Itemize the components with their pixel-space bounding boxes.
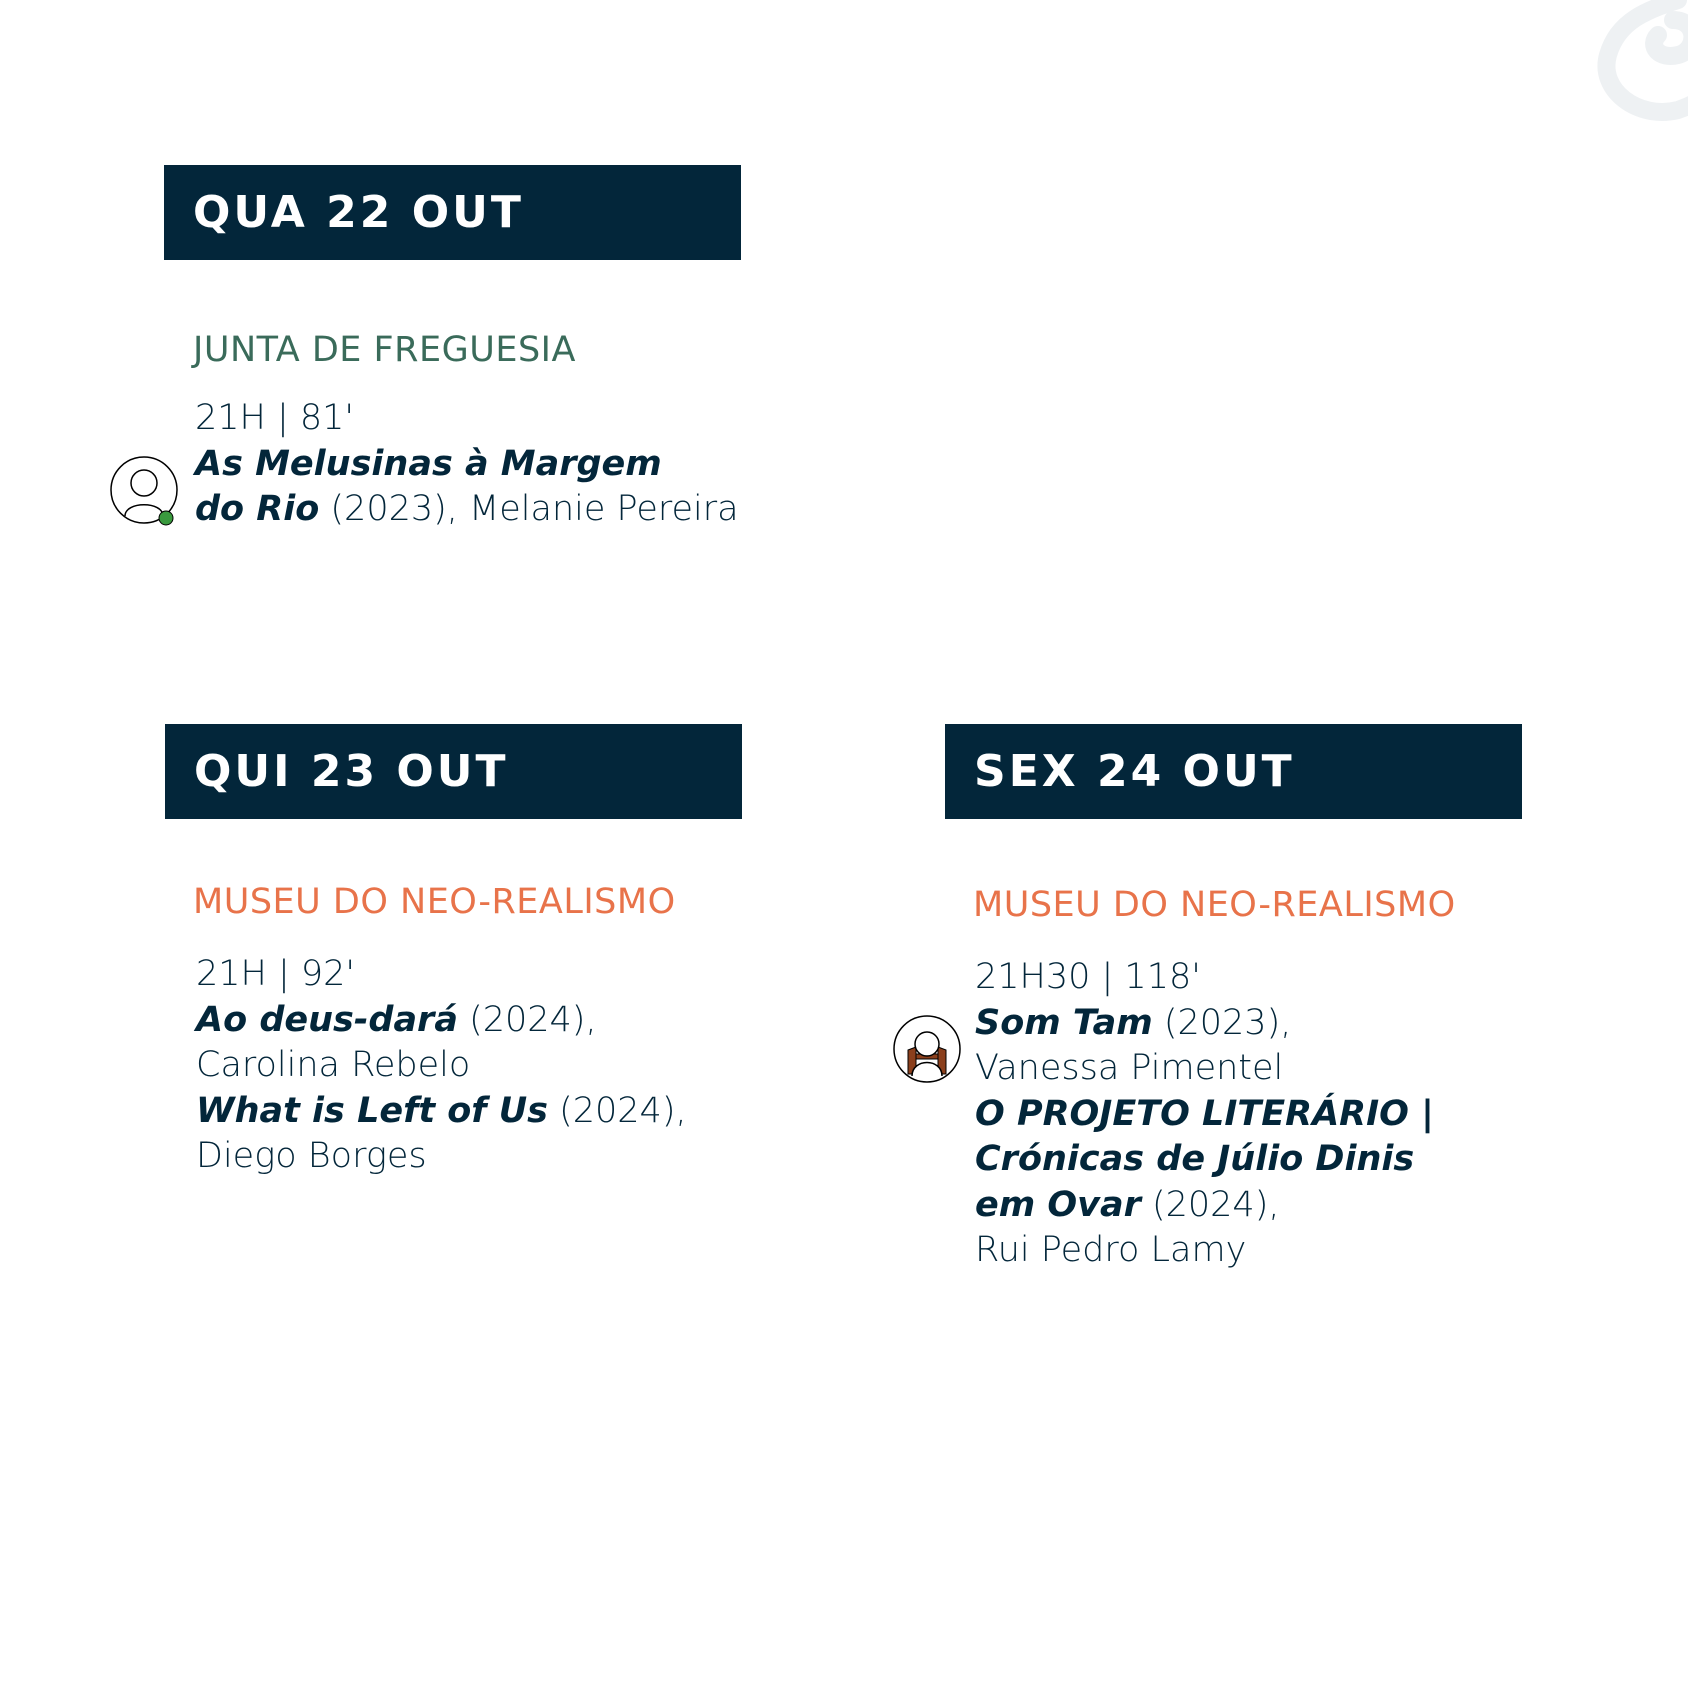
day-header-sex-24: SEX 24 OUT — [945, 724, 1522, 819]
screening-time: 21H | 92' — [196, 954, 356, 994]
film-title: do Rio — [195, 489, 320, 529]
film-title: What is Left of Us — [196, 1090, 548, 1131]
film-title: em Ovar — [975, 1184, 1141, 1225]
screening-time: 21H30 | 118' — [975, 957, 1201, 997]
film-title: O PROJETO LITERÁRIO | — [975, 1093, 1434, 1134]
film-title: As Melusinas à Margem — [195, 443, 662, 484]
accessible-seat-icon — [892, 1014, 962, 1084]
screening-time: 21H | 81' — [195, 398, 355, 438]
film-director: Carolina Rebelo — [196, 1045, 471, 1085]
film-title: Som Tam — [975, 1002, 1153, 1043]
day-header-qua-22: QUA 22 OUT — [164, 165, 741, 260]
user-online-icon — [110, 456, 182, 528]
film-director: Melanie Pereira — [457, 489, 739, 529]
venue-label: MUSEU DO NEO-REALISMO — [973, 885, 1456, 925]
film-director: Vanessa Pimentel — [975, 1048, 1284, 1088]
film-year: (2024), — [547, 1090, 687, 1131]
day-header-qui-23: QUI 23 OUT — [165, 724, 742, 819]
screening-details — [196, 952, 687, 1180]
venue-label: JUNTA DE FREGUESIA — [193, 330, 576, 370]
swirl-decoration — [1498, 0, 1688, 160]
film-director: Diego Borges — [196, 1136, 427, 1176]
film-year: (2023), — [1152, 1002, 1292, 1043]
screening-details — [195, 396, 739, 533]
film-title: Ao deus-dará — [196, 999, 458, 1040]
venue-label: MUSEU DO NEO-REALISMO — [193, 882, 676, 922]
film-title: Crónicas de Júlio Dinis — [975, 1139, 1415, 1179]
film-year: (2024), — [457, 999, 597, 1040]
film-year: (2024), — [1140, 1184, 1280, 1225]
film-director: Rui Pedro Lamy — [975, 1230, 1247, 1270]
screening-details — [975, 955, 1434, 1274]
film-year: (2023), — [319, 489, 458, 529]
